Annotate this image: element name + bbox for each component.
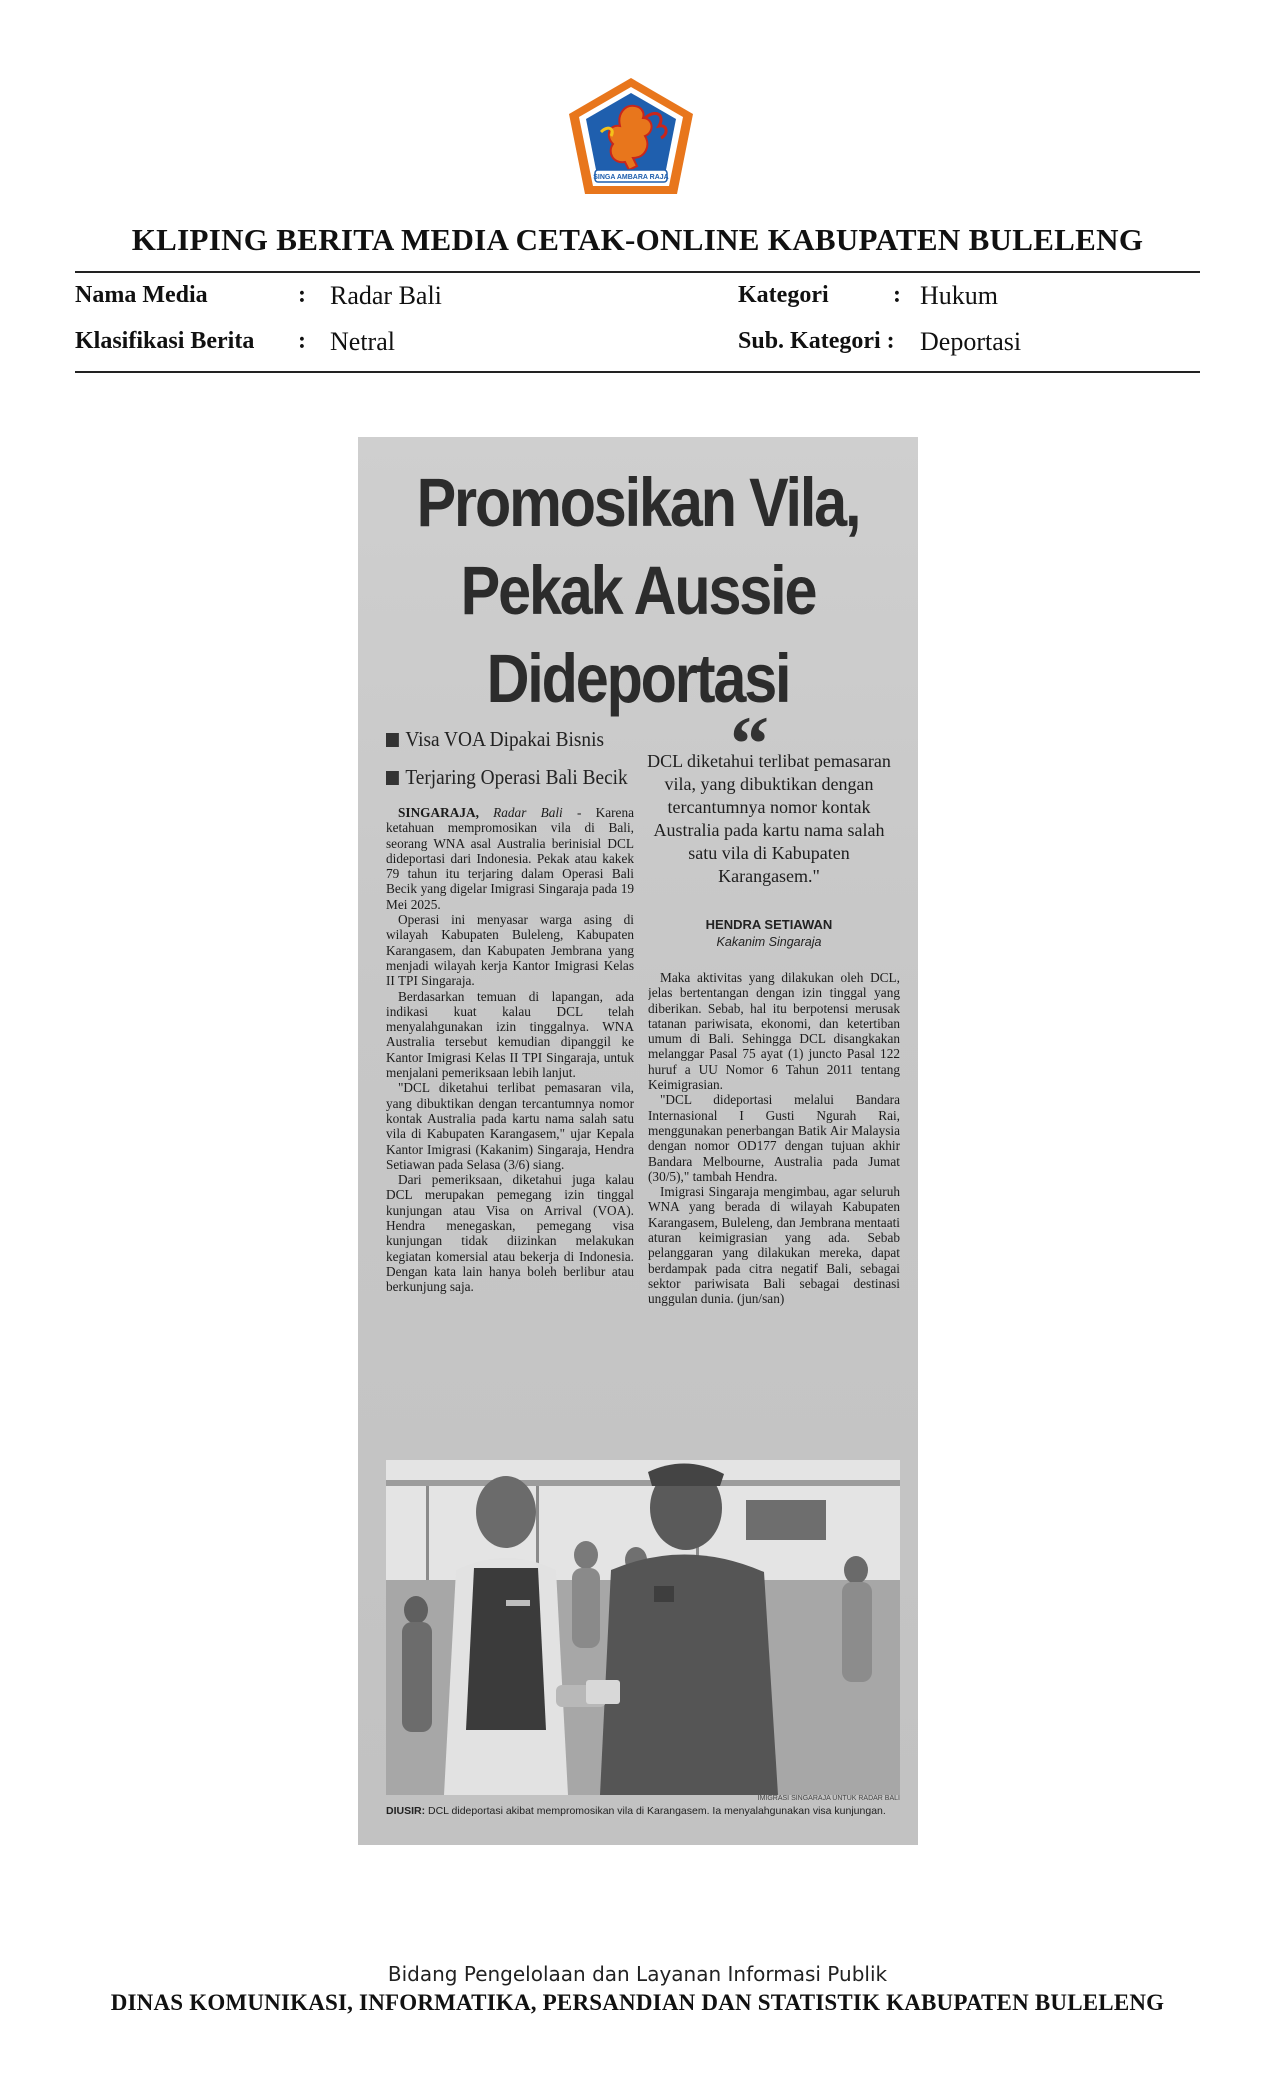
category-colon: : (893, 282, 901, 308)
article-paragraph: Operasi ini menyasar warga asing di wilayah Kabupaten Buleleng, Kabupaten Karangasem, dan Kabupaten Jembrana yang menjadi wilayah kerja Kantor Imigrasi Kelas II TPI Singaraja. (386, 912, 634, 989)
caption-text: DCL dideportasi akibat mempromosikan vila di Karangasem. Ia menyalahgunakan visa kunjungan. (428, 1805, 886, 1817)
article-column-right (648, 970, 900, 1430)
bullet-square-icon (386, 771, 399, 785)
photo-caption (386, 1805, 900, 1817)
article-column-left (386, 805, 634, 1425)
article-photo (386, 1460, 900, 1795)
article-paragraph: Imigrasi Singaraja mengimbau, agar seluruh WNA yang berada di wilayah Kabupaten Karangasem, Buleleng, dan Jembrana mentaati aturan keimigrasian yang ada. Sebab pelanggaran yang dilakukan mereka, dapat berdampak pada citra negatif Bali, sebagai sektor pariwisata Bali sebagai destinasi unggulan dunia. (jun/san) (648, 1184, 900, 1307)
article-paragraph: "DCL diketahui terlibat pemasaran vila, yang dibuktikan dengan tercantumnya nomor kontak Australia pada kartu nama salah satu vila di Kabupaten Karangasem," ujar Kepala Kantor Imigrasi (Kakanim) Singaraja, Hendra Setiawan pada Selasa (3/6) siang. (386, 1080, 634, 1172)
header-divider-top (75, 271, 1200, 273)
subhead-2 (386, 765, 628, 790)
classification-colon: : (298, 328, 306, 354)
pull-quote: DCL diketahui terlibat pemasaran vila, yang dibuktikan dengan tercantumnya nomor kontak Australia pada kartu nama salah satu vila di Kabupaten Karangasem." (647, 751, 891, 886)
quote-author-title: Kakanim Singaraja (716, 935, 822, 949)
subhead-2-text: Terjaring Operasi Bali Becik (405, 765, 628, 789)
regency-emblem-icon (565, 74, 697, 198)
article-paragraph: Berdasarkan temuan di lapangan, ada indikasi kuat kalau DCL telah menyalahgunakan izin tinggalnya. WNA Australia tersebut kemudian dipanggil ke Kantor Imigrasi Kelas II TPI Singaraja, untuk menjalani pemeriksaan lebih lanjut. (386, 988, 634, 1081)
bullet-square-icon (386, 733, 399, 747)
category-label: Kategori (738, 282, 829, 308)
media-value: Radar Bali (330, 281, 442, 310)
media-label: Nama Media (75, 282, 208, 308)
newspaper-clipping (358, 437, 918, 1845)
footer-department: Bidang Pengelolaan dan Layanan Informasi Publik (387, 1962, 888, 1986)
article-paragraph: Maka aktivitas yang dilakukan oleh DCL, jelas bertentangan dengan izin tinggal yang diberikan. Sebab, hal itu berpotensi merusak tatanan pariwisata, ekonomi, dan ketertiban umum di Bali. Sehingga DCL disangkakan melanggar Pasal 75 ayat (1) juncto Pasal 122 huruf a UU Nomor 6 Tahun 2011 tentang Keimigrasian. (648, 970, 900, 1093)
article-headline (397, 459, 879, 723)
classification-label: Klasifikasi Berita (75, 328, 255, 354)
paragraph-text: - Karena ketahuan mempromosikan vila di Bali, seorang WNA asal Australia berinisial DCL dideportasi dari Indonesia. Pekak atau kakek 79 tahun itu terjaring dalam Operasi Bali Becik yang digelar Imigrasi Singaraja pada 19 Mei 2025. (386, 805, 634, 912)
subhead-1-text: Visa VOA Dipakai Bisnis (405, 727, 604, 751)
headline-line-3: Dideportasi (486, 640, 790, 717)
quote-author: HENDRA SETIAWAN (705, 917, 833, 932)
dateline: SINGARAJA, (398, 805, 479, 820)
subcategory-label: Sub. Kategori : (738, 328, 895, 354)
subhead-1 (386, 727, 604, 752)
article-paragraph (386, 805, 634, 912)
headline-line-2: Pekak Aussie (460, 552, 816, 629)
category-value: Hukum (920, 281, 998, 310)
article-paragraph: Dari pemeriksaan, diketahui juga kalau DCL merupakan pemegang izin tinggal kunjungan atau Visa on Arrival (VOA). Hendra menegaskan, pemegang visa kunjungan tidak diizinkan melakukan kegiatan komersial atau bekerja di Indonesia. Dengan kata lain hanya boleh berlibur atau berkunjung saja. (386, 1172, 634, 1295)
classification-value: Netral (330, 327, 395, 356)
quote-mark-icon: “ (730, 700, 769, 787)
logo-ribbon-text: SINGA AMBARA RAJA (593, 174, 669, 181)
headline-line-1: Promosikan Vila, (416, 464, 860, 541)
media-colon: : (298, 282, 306, 308)
page-title: KLIPING BERITA MEDIA CETAK-ONLINE KABUPATEN BULELENG (131, 222, 1144, 257)
subcategory-value: Deportasi (920, 327, 1022, 356)
dateline-source: Radar Bali (493, 805, 563, 820)
header-divider-bottom (75, 371, 1200, 373)
footer-agency: DINAS KOMUNIKASI, INFORMATIKA, PERSANDIAN DAN STATISTIK KABUPATEN BULELENG (110, 1990, 1165, 2015)
photo-credit: IMIGRASI SINGARAJA UNTUK RADAR BALI (757, 1795, 900, 1802)
regency-logo (565, 74, 697, 198)
caption-label: DIUSIR: (386, 1805, 426, 1817)
article-paragraph: "DCL dideportasi melalui Bandara Internasional I Gusti Ngurah Rai, menggunakan penerbangan Batik Air Malaysia dengan nomor OD177 dengan tujuan akhir Bandara Melbourne, Australia pada Jumat (30/5)," tambah Hendra. (648, 1092, 900, 1184)
